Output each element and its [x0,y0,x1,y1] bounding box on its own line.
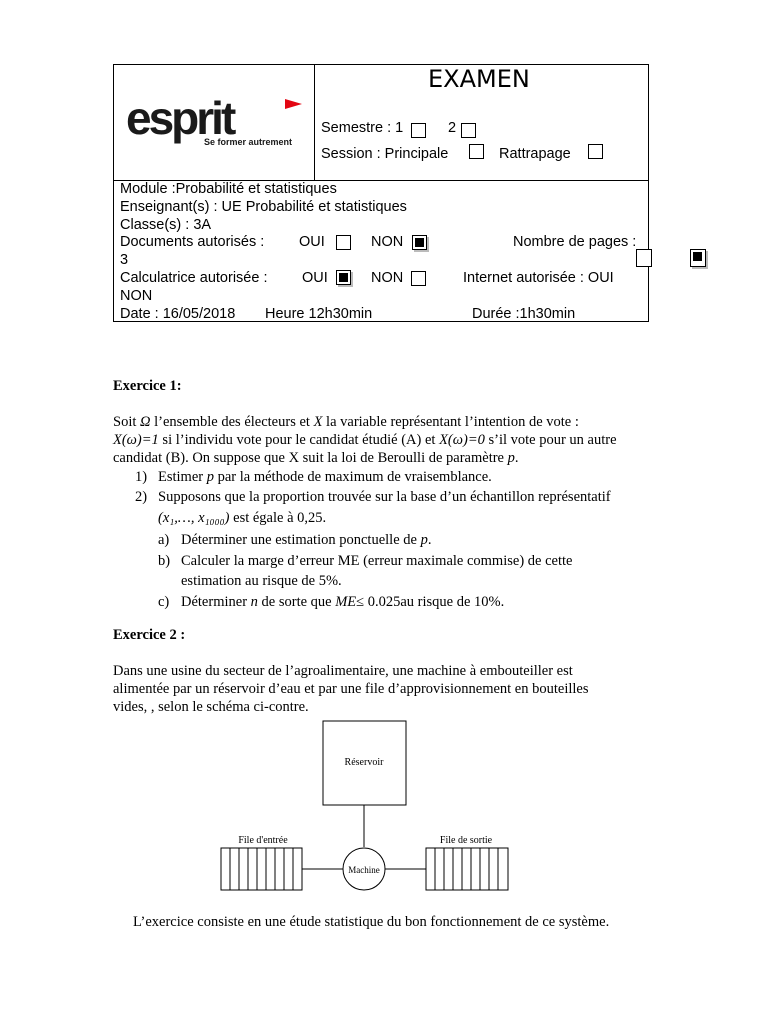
exam-title: EXAMEN [428,65,530,93]
q1-number: 1) [135,469,148,485]
qc-number: c) [158,594,170,610]
logo-flag-icon [285,99,302,109]
internet-oui-checkbox[interactable] [636,249,652,267]
ex1-param-p: p [507,450,515,466]
session-label: Session : Principale [321,146,449,162]
logo-text: esprit [126,92,234,144]
ex2-line-2: alimentée par un réservoir d’eau et par une file d’approvisionnement en bouteilles [113,681,589,697]
qc-var-me: ME [335,594,357,610]
file-sortie-queue [426,848,508,890]
qb-number: b) [158,553,171,569]
qa-number: a) [158,532,170,548]
q2-text-line-1: Supposons que la proportion trouvée sur la base d’un échantillon représentatif [158,489,611,505]
ex1-paragraph-line-2 [113,431,617,449]
entree-label: File d'entrée [238,835,288,846]
qa-dot: . [427,532,432,548]
qb-text-line-2: estimation au risque de 5%. [181,573,342,589]
calculatrice-non-checkbox[interactable] [411,271,426,286]
qc-text [181,593,504,611]
enseignant-line: Enseignant(s) : UE Probabilité et statistiques [120,199,407,215]
ex1-eq-0: X(ω)=0 [439,432,485,448]
qc-text-c: ≤ 0.025au risque de 10%. [356,594,505,610]
documents-oui-checkbox[interactable] [336,235,351,250]
qc-var-n: n [250,594,258,610]
exam-header-table [113,64,649,322]
rattrapage-label: Rattrapage [499,146,571,162]
qb-text-line-1: Calculer la marge d’erreur ME (erreur maximale commise) de cette [181,553,573,569]
module-line: Module :Probabilité et statistiques [120,181,337,197]
calculatrice-non-label: NON [371,270,404,286]
q2-text-line-2 [158,509,326,527]
q2-number: 2) [135,489,148,505]
ex1-text-b: la variable représentant l’intention de vote : [326,414,579,430]
semestre-2-checkbox[interactable] [461,123,476,138]
classe-line: Classe(s) : 3A [120,217,212,233]
q1-text [158,468,492,486]
machine-label: Machine [348,865,380,875]
reservoir-label: Réservoir [344,757,384,768]
heure-line: Heure 12h30min [265,306,373,322]
exercice-2-title: Exercice 2 : [113,627,186,643]
internet-non-label: NON [120,288,153,304]
calculatrice-oui-label: OUI [302,270,328,286]
ex2-line-1: Dans une usine du secteur de l’agroalimentaire, une machine à embouteiller est [113,663,573,679]
ex1-eq-1: X(ω)=1 [113,432,159,448]
exercice-1-title: Exercice 1: [113,378,182,394]
ex1-text-e: candidat (B). On suppose que X suit la loi de Beroulli de paramètre [113,450,504,466]
documents-oui-label: OUI [299,234,325,250]
ex1-dot: . [514,450,519,466]
qc-text-a: Déterminer [181,594,248,610]
ex1-text-d: s’il vote pour un autre [488,432,617,448]
ex1-omega: Ω [140,414,151,430]
ex1-x: X [313,414,323,430]
calculatrice-label: Calculatrice autorisée : [120,270,268,286]
ex1-paragraph-line-3 [113,449,519,467]
sortie-label: File de sortie [439,835,493,846]
documents-label: Documents autorisés : [120,234,265,250]
documents-non-label: NON [371,234,404,250]
bottling-diagram [218,717,518,897]
semestre-label: Semestre : 1 [321,120,404,136]
ex2-conclusion: L’exercice consiste en une étude statistique du bon fonctionnement de ce système. [133,914,610,930]
exam-info-cell [114,180,648,322]
esprit-logo [114,65,314,178]
internet-label: Internet autorisée : OUI [463,270,614,286]
pages-value: 3 [120,252,129,268]
session-principale-checkbox[interactable] [469,144,484,159]
q1-text-b: par la méthode de maximum de vraisemblance. [217,469,492,485]
ex1-paragraph-line-1 [113,413,579,431]
file-entree-queue [221,848,302,890]
calculatrice-oui-checkbox[interactable] [336,270,351,285]
qc-text-b: de sorte que [261,594,332,610]
logo-slogan: Se former autrement [204,137,293,147]
ex2-line-3: vides, , selon le schéma ci-contre. [113,699,309,715]
q2-text-b: est égale à 0,25. [233,510,327,526]
semestre-1-checkbox[interactable] [411,123,426,138]
q1-text-a: Estimer [158,469,204,485]
rattrapage-checkbox[interactable] [588,144,603,159]
duree-line: Durée :1h30min [472,306,576,322]
ex1-text-c: si l’individu vote pour le candidat étudié (A) et [162,432,436,448]
pages-label: Nombre de pages : [513,234,637,250]
qa-text-a: Déterminer une estimation ponctuelle de [181,532,417,548]
title-cell [315,65,648,180]
qa-param-p: p [420,532,428,548]
ex1-soit: Soit [113,414,137,430]
logo-cell [114,65,315,180]
semestre-2-label: 2 [448,120,457,136]
q2-sample: (x₁,…, x₁₀₀₀) [158,510,230,526]
internet-non-checkbox[interactable] [690,249,706,267]
documents-non-checkbox[interactable] [412,235,427,250]
ex1-text-a: l’ensemble des électeurs et [154,414,310,430]
date-line: Date : 16/05/2018 [120,306,236,322]
q1-param-p: p [206,469,214,485]
qa-text [181,531,431,549]
